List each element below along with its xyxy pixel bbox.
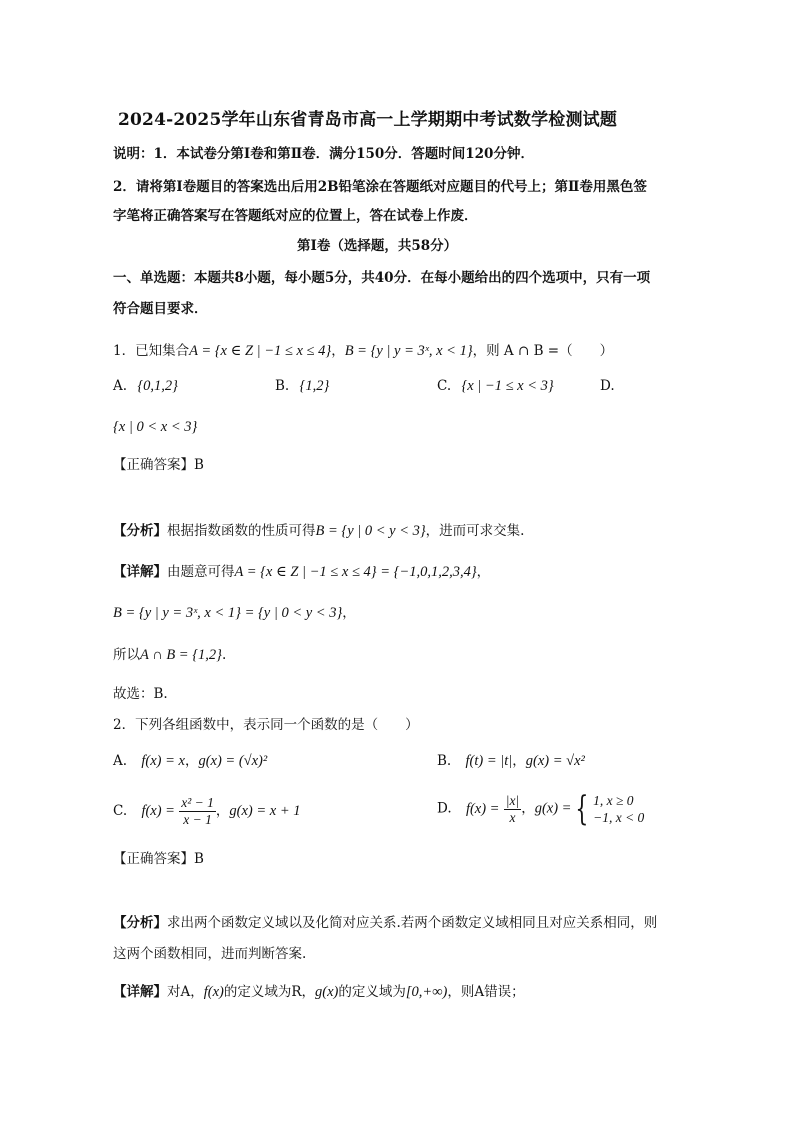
q1-detail-comma: ， [476, 564, 491, 580]
q2-detail-g: g(x) [315, 984, 339, 1000]
q1-detail [113, 563, 490, 581]
q1-option-b-value: {1,2} [299, 378, 330, 394]
q1-so-math: A ∩ B = {1,2} [140, 647, 222, 663]
section-intro-1: 一、单选题：本题共8小题，每小题5分，共40分．在每小题给出的四个选项中，只有一项 [113, 270, 651, 286]
q2-option-b-label: B. [437, 753, 452, 769]
section-heading: 第Ⅰ卷（选择题，共58分） [297, 238, 458, 254]
q1-option-b [275, 377, 329, 395]
q2-detail [113, 983, 525, 1001]
q2-option-c-f-prefix: f(x) = [141, 803, 175, 819]
q2-analysis-label: 【分析】 [113, 915, 167, 931]
q2-option-d-f-prefix: f(x) = [465, 800, 500, 817]
q2-option-a [113, 752, 267, 770]
q2-option-d-case-2: −1, x < 0 [593, 810, 645, 825]
q1-analysis-pre: 根据指数函数的性质可得 [167, 523, 316, 539]
q2-answer: 【正确答案】B [113, 851, 204, 867]
q2-option-b-f: f(t) = |t| [465, 753, 513, 769]
q2-option-c-sep: ， [215, 803, 230, 819]
q1-analysis-post: ，进而可求交集. [425, 523, 525, 539]
q2-option-d-label: D. [437, 800, 452, 817]
q1-analysis-math: B = {y | 0 < y < 3} [315, 523, 426, 539]
q1-detail-comma-2: ， [342, 605, 356, 621]
q2-option-c [113, 795, 301, 828]
q1-option-a-value: {0,1,2} [137, 378, 178, 394]
q2-option-d-g-prefix: g(x) = [534, 800, 572, 817]
q2-option-b-sep: ， [512, 753, 526, 769]
q2-option-a-label: A. [113, 753, 128, 769]
q2-option-c-g: g(x) = x + 1 [229, 803, 301, 819]
q2-option-d-denominator: x [509, 809, 516, 825]
q2-analysis-text-1: 求出两个函数定义域以及化简对应关系.若两个函数定义域相同且对应关系相同，则 [167, 915, 658, 931]
q1-option-c-label: C. [437, 378, 452, 394]
q2-option-a-sep: ， [184, 753, 199, 769]
section-intro-2: 符合题目要求． [113, 301, 208, 317]
q1-option-c [437, 377, 554, 395]
q1-choose: 故选：B. [113, 686, 168, 702]
q2-detail-post: ，则A错误； [447, 984, 525, 1000]
q2-option-c-denominator: x − 1 [183, 812, 212, 827]
q1-option-d-value: {x | 0 < x < 3} [113, 419, 198, 435]
q2-option-d-cases [593, 792, 644, 826]
q2-detail-f: f(x) [203, 984, 224, 1000]
note-line-2: 2．请将第Ⅰ卷题目的答案选出后用2B铅笔涂在答题纸对应题目的代号上；第Ⅱ卷用黑色签 [113, 179, 647, 195]
q1-detail-math-2: B = {y | y = 3ˣ, x < 1} = {y | 0 < y < 3} [113, 605, 343, 621]
q2-detail-label: 【详解】 [113, 984, 167, 1000]
q1-conclusion [113, 646, 226, 664]
q1-detail-label: 【详解】 [113, 564, 167, 580]
q1-option-a [113, 377, 178, 395]
q2-option-d-case-1: 1, x ≥ 0 [593, 793, 634, 808]
q1-set-b: B = {y | y = 3ˣ, x < 1} [344, 343, 473, 359]
q2-option-d [437, 789, 645, 829]
q2-option-a-f: f(x) = x [141, 753, 185, 769]
q1-analysis-label: 【分析】 [113, 523, 167, 539]
q2-analysis-line-2: 这两个函数相同，进而判断答案. [113, 946, 307, 962]
q2-option-c-label: C. [113, 803, 128, 819]
q1-option-a-label: A. [113, 378, 128, 394]
q2-option-d-numerator: |x| [505, 792, 520, 808]
q1-stem [113, 342, 613, 360]
piecewise-brace-icon: { [575, 789, 589, 829]
q2-detail-interval: [0,+∞) [405, 984, 448, 1000]
q1-option-b-label: B. [275, 378, 290, 394]
q1-comma: ， [331, 343, 345, 359]
q2-option-d-fraction [504, 793, 521, 826]
q1-option-c-value: {x | −1 ≤ x < 3} [461, 378, 554, 394]
q2-option-c-numerator: x² − 1 [181, 795, 214, 810]
q1-answer: 【正确答案】B [113, 457, 204, 473]
q1-option-d-label: D. [600, 378, 615, 394]
q1-detail-pre: 由题意可得 [167, 564, 235, 580]
q2-option-b-g: g(x) = √x² [525, 753, 585, 769]
q2-option-d-sep: ， [521, 800, 535, 817]
q2-stem: 2．下列各组函数中，表示同一个函数的是（ ） [113, 717, 419, 733]
q1-set-a: A = {x ∈ Z | −1 ≤ x ≤ 4} [189, 343, 332, 359]
q1-so-pre: 所以 [113, 647, 140, 663]
q2-option-c-fraction [179, 795, 216, 828]
note-line-3: 字笔将正确答案写在答题纸对应的位置上，答在试卷上作废． [113, 208, 478, 224]
q1-analysis [113, 522, 524, 540]
note-line-1: 说明：1．本试卷分第Ⅰ卷和第Ⅱ卷．满分150分．答题时间120分钟． [113, 146, 534, 162]
q2-detail-mid-2: 的定义域为 [338, 984, 406, 1000]
page-title: 2024-2025学年山东省青岛市高一上学期期中考试数学检测试题 [118, 110, 618, 130]
q2-detail-mid-1: 的定义域为R， [223, 984, 316, 1000]
q2-option-b [437, 752, 585, 770]
q2-detail-pre: 对A， [167, 984, 204, 1000]
q2-analysis-line-1 [113, 914, 657, 932]
q1-stem-prefix: 1．已知集合 [113, 343, 190, 359]
q1-so-post: . [221, 647, 227, 663]
q1-detail-math-1: A = {x ∈ Z | −1 ≤ x ≤ 4} = {−1,0,1,2,3,4} [234, 564, 477, 580]
q1-detail-line-2 [113, 604, 356, 622]
q2-option-a-g: g(x) = (√x)² [198, 753, 268, 769]
q1-ask: ，则 A ∩ B =（ ） [472, 343, 614, 359]
